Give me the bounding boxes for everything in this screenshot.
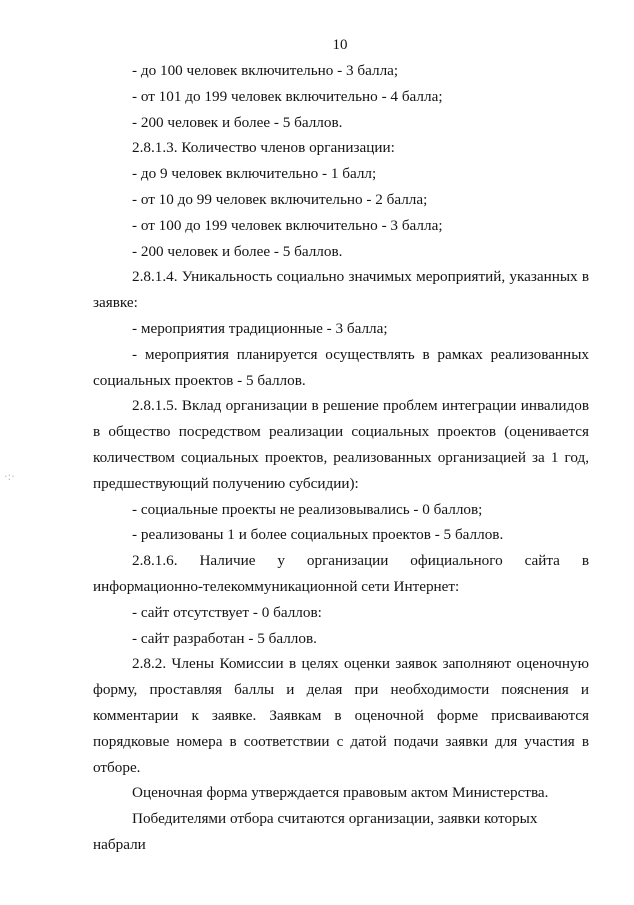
paragraph: - мероприятия планируется осуществлять в рамках реализованных социальных проектов - 5 баллов. bbox=[93, 345, 589, 389]
paragraph: 2.8.1.6. Наличие у организации официального сайта в информационно-телекоммуникационной сети Интернет: bbox=[93, 552, 589, 595]
paragraph: 2.8.1.3. Количество членов организации: bbox=[132, 139, 395, 157]
document-body bbox=[93, 58, 589, 858]
paragraph: Оценочная форма утверждается правовым актом Министерства. bbox=[132, 784, 549, 802]
paragraph: - от 100 до 199 человек включительно - 3 балла; bbox=[132, 216, 443, 234]
paragraph: 2.8.2. Члены Комиссии в целях оценки заявок заполняют оценочную форму, проставляя баллы и делая при необходимости пояснения и комментарии к заявке. Заявкам в оценочной форме присваиваются порядковые номера в соответствии с датой подачи заявки для участия в отборе. bbox=[93, 655, 589, 776]
paragraph: - сайт отсутствует - 0 баллов: bbox=[132, 603, 322, 621]
paragraph: - до 9 человек включительно - 1 балл; bbox=[132, 165, 377, 183]
paragraph: 2.8.1.4. Уникальность социально значимых мероприятий, указанных в заявке: bbox=[93, 268, 589, 312]
paragraph: - до 100 человек включительно - 3 балла; bbox=[132, 62, 399, 79]
scan-edge-mark: ·:· bbox=[4, 470, 15, 483]
paragraph: - от 101 до 199 человек включительно - 4 балла; bbox=[132, 87, 443, 105]
paragraph: Победителями отбора считаются организации, заявки которых набрали bbox=[93, 810, 538, 853]
paragraph: - мероприятия традиционные - 3 балла; bbox=[132, 319, 388, 337]
page-number: 10 bbox=[332, 37, 348, 53]
paragraph: - от 10 до 99 человек включительно - 2 балла; bbox=[132, 190, 428, 208]
paragraph: - социальные проекты не реализовывались - 0 баллов; bbox=[132, 500, 483, 518]
paragraph: - 200 человек и более - 5 баллов. bbox=[132, 242, 343, 260]
paragraph: - сайт разработан - 5 баллов. bbox=[132, 629, 317, 647]
paragraph: - реализованы 1 и более социальных проектов - 5 баллов. bbox=[132, 526, 504, 544]
paragraph: 2.8.1.5. Вклад организации в решение проблем интеграции инвалидов в общество посредством реализации социальных проектов (оценивается количеством социальных проектов, реализованных организацией за 1 год, предшествующий получению субсидии): bbox=[93, 397, 589, 492]
paragraph: - 200 человек и более - 5 баллов. bbox=[132, 113, 343, 131]
